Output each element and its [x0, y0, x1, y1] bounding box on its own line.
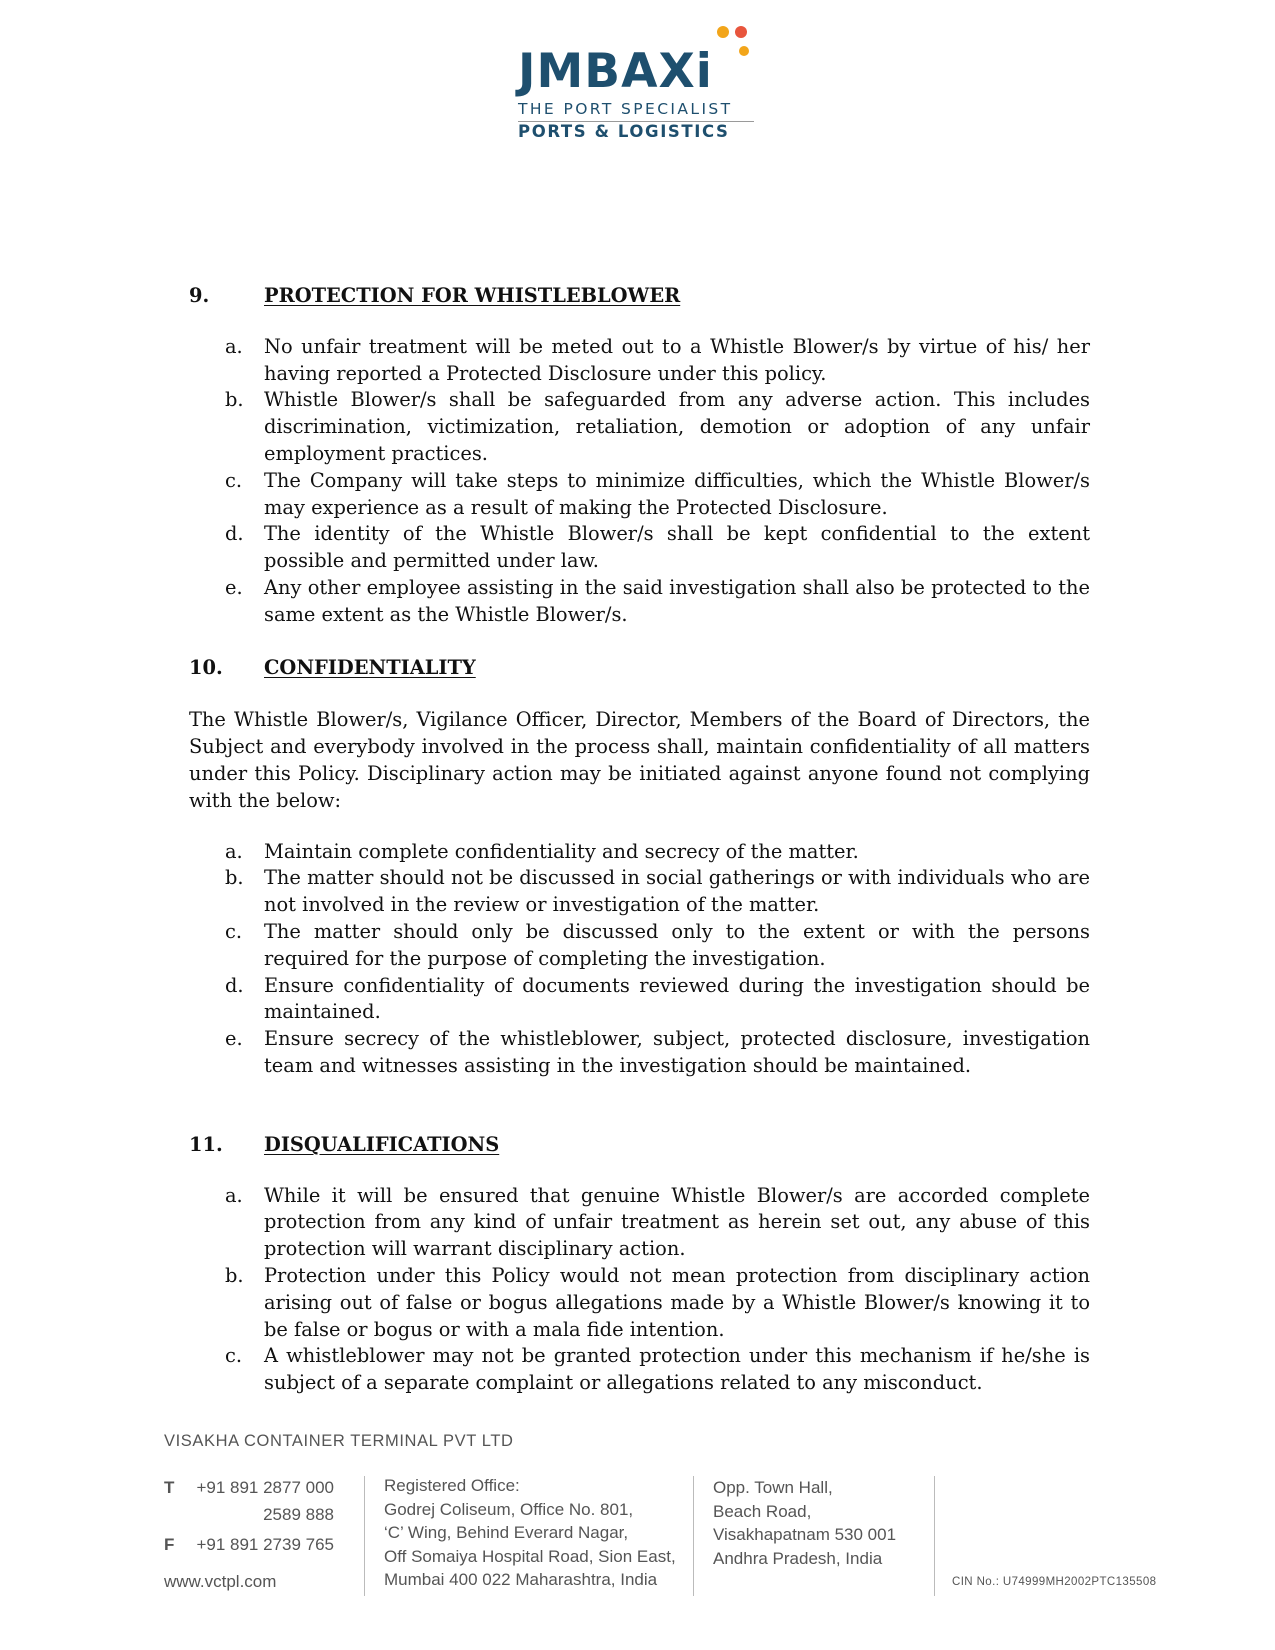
list-item — [189, 1183, 1090, 1263]
list-item — [189, 387, 1090, 467]
phone-number-alt: 2589 888 — [263, 1505, 334, 1524]
logo-dot-red — [735, 26, 747, 38]
logo-subtitle: PORTS & LOGISTICS — [518, 122, 730, 141]
list-marker: b. — [225, 388, 244, 412]
list-text: Whistle Blower/s shall be safeguarded from any adverse action. This includes discrimination, victimization, retaliation, demotion or adoption of any unfair employment practices. — [264, 388, 1090, 465]
list-marker: d. — [225, 522, 244, 546]
section-heading — [189, 1132, 1090, 1159]
list-text: No unfair treatment will be meted out to a Whistle Blower/s by virtue of his/ her having reported a Protected Disclosure under this policy. — [264, 334, 1090, 385]
address-line: Off Somaiya Hospital Road, Sion East, — [384, 1546, 676, 1566]
document-body — [189, 283, 1090, 1397]
list-text: The matter should not be discussed in social gatherings or with individuals who are not involved in the review or investigation of the matter. — [264, 866, 1090, 917]
list-marker: a. — [225, 334, 243, 358]
list-marker: b. — [225, 866, 244, 890]
section-title: DISQUALIFICATIONS — [264, 1132, 500, 1156]
footer-local-address — [713, 1476, 913, 1570]
list-marker: e. — [225, 575, 243, 599]
section-list — [189, 334, 1090, 629]
page-footer — [164, 1432, 1204, 1602]
list-marker: c. — [225, 1344, 243, 1368]
list-item — [189, 1263, 1090, 1343]
footer-website-link[interactable]: www.vctpl.com — [164, 1572, 277, 1591]
section-paragraph: The Whistle Blower/s, Vigilance Officer, Director, Members of the Board of Directors, the Subject and everybody involved in the process shall, maintain confidentiality of all matters under this Policy. Disciplinary action may be initiated against anyone found not complying with the below: — [189, 708, 1090, 812]
list-item — [189, 865, 1090, 919]
section-heading — [189, 283, 1090, 310]
logo-brand: JMBAXi — [518, 44, 713, 99]
address-line: Andhra Pradesh, India — [713, 1548, 883, 1568]
fax-label: F — [164, 1535, 175, 1554]
list-item — [189, 973, 1090, 1027]
list-item — [189, 1343, 1090, 1397]
footer-contact — [164, 1474, 344, 1558]
address-line: Beach Road, — [713, 1501, 812, 1521]
list-marker: e. — [225, 1027, 243, 1051]
logo-tagline: THE PORT SPECIALIST — [518, 100, 733, 118]
section-number: 10. — [189, 655, 223, 679]
section-list — [189, 1183, 1090, 1397]
address-line: Registered Office: — [384, 1476, 520, 1495]
list-text: Any other employee assisting in the said investigation shall also be protected to the same extent as the Whistle Blower/s. — [264, 575, 1090, 626]
footer-divider — [364, 1476, 365, 1596]
list-text: Ensure secrecy of the whistleblower, subject, protected disclosure, investigation team and witnesses assisting in the investigation should be maintained. — [264, 1027, 1090, 1077]
list-text: The Company will take steps to minimize difficulties, which the Whistle Blower/s may experience as a result of making the Protected Disclosure. — [264, 468, 1090, 519]
list-item — [189, 839, 1090, 866]
list-item — [189, 1026, 1090, 1080]
list-text: The identity of the Whistle Blower/s shall be kept confidential to the extent possible and permitted under law. — [264, 522, 1090, 573]
list-item — [189, 919, 1090, 973]
list-item — [189, 575, 1090, 629]
list-marker: d. — [225, 973, 244, 997]
section-number: 9. — [189, 284, 210, 307]
footer-divider — [693, 1476, 694, 1596]
list-text: Protection under this Policy would not mean protection from disciplinary action arising out of false or bogus allegations made by a Whistle Blower/s knowing it to be false or bogus or with a mala fide intention. — [264, 1263, 1090, 1341]
list-marker: a. — [225, 839, 243, 863]
section-number: 11. — [189, 1132, 223, 1156]
list-text: The matter should only be discussed only to the extent or with the persons required for the purpose of completing the investigation. — [264, 919, 1090, 970]
company-logo — [518, 22, 758, 147]
list-marker: c. — [225, 919, 243, 943]
address-line: Godrej Coliseum, Office No. 801, — [384, 1499, 634, 1519]
list-item — [189, 334, 1090, 388]
phone-number: +91 891 2877 000 — [196, 1478, 334, 1497]
list-item — [189, 468, 1090, 522]
list-text: Maintain complete confidentiality and secrecy of the matter. — [264, 839, 859, 863]
section-list — [189, 839, 1090, 1080]
address-line: Opp. Town Hall, — [713, 1478, 833, 1497]
address-line: Visakhapatnam 530 001 — [713, 1525, 897, 1544]
phone-label: T — [164, 1478, 175, 1497]
footer-divider — [934, 1476, 935, 1596]
fax-number: +91 891 2739 765 — [196, 1535, 334, 1554]
list-text: Ensure confidentiality of documents reviewed during the investigation should be maintained. — [264, 973, 1090, 1024]
section-heading — [189, 655, 1090, 682]
address-line: ‘C’ Wing, Behind Everard Nagar, — [384, 1523, 629, 1542]
list-text: While it will be ensured that genuine Whistle Blower/s are accorded complete protection from any kind of unfair treatment as herein set out, any abuse of this protection will warrant disciplinary action. — [264, 1183, 1090, 1261]
footer-company-name: VISAKHA CONTAINER TERMINAL PVT LTD — [164, 1432, 514, 1450]
list-marker: c. — [225, 468, 243, 492]
list-marker: b. — [225, 1263, 244, 1287]
section-title: PROTECTION FOR WHISTLEBLOWER — [264, 284, 681, 307]
footer-cin-number: CIN No.: U74999MH2002PTC135508 — [952, 1576, 1157, 1588]
address-line: Mumbai 400 022 Maharashtra, India — [384, 1570, 658, 1589]
list-text: A whistleblower may not be granted protection under this mechanism if he/she is subject of a separate complaint or allegations related to any misconduct. — [264, 1344, 1090, 1395]
list-item — [189, 521, 1090, 575]
footer-registered-office — [384, 1474, 684, 1592]
list-marker: a. — [225, 1183, 243, 1207]
logo-dot-orange — [717, 26, 729, 38]
section-title: CONFIDENTIALITY — [264, 655, 476, 679]
